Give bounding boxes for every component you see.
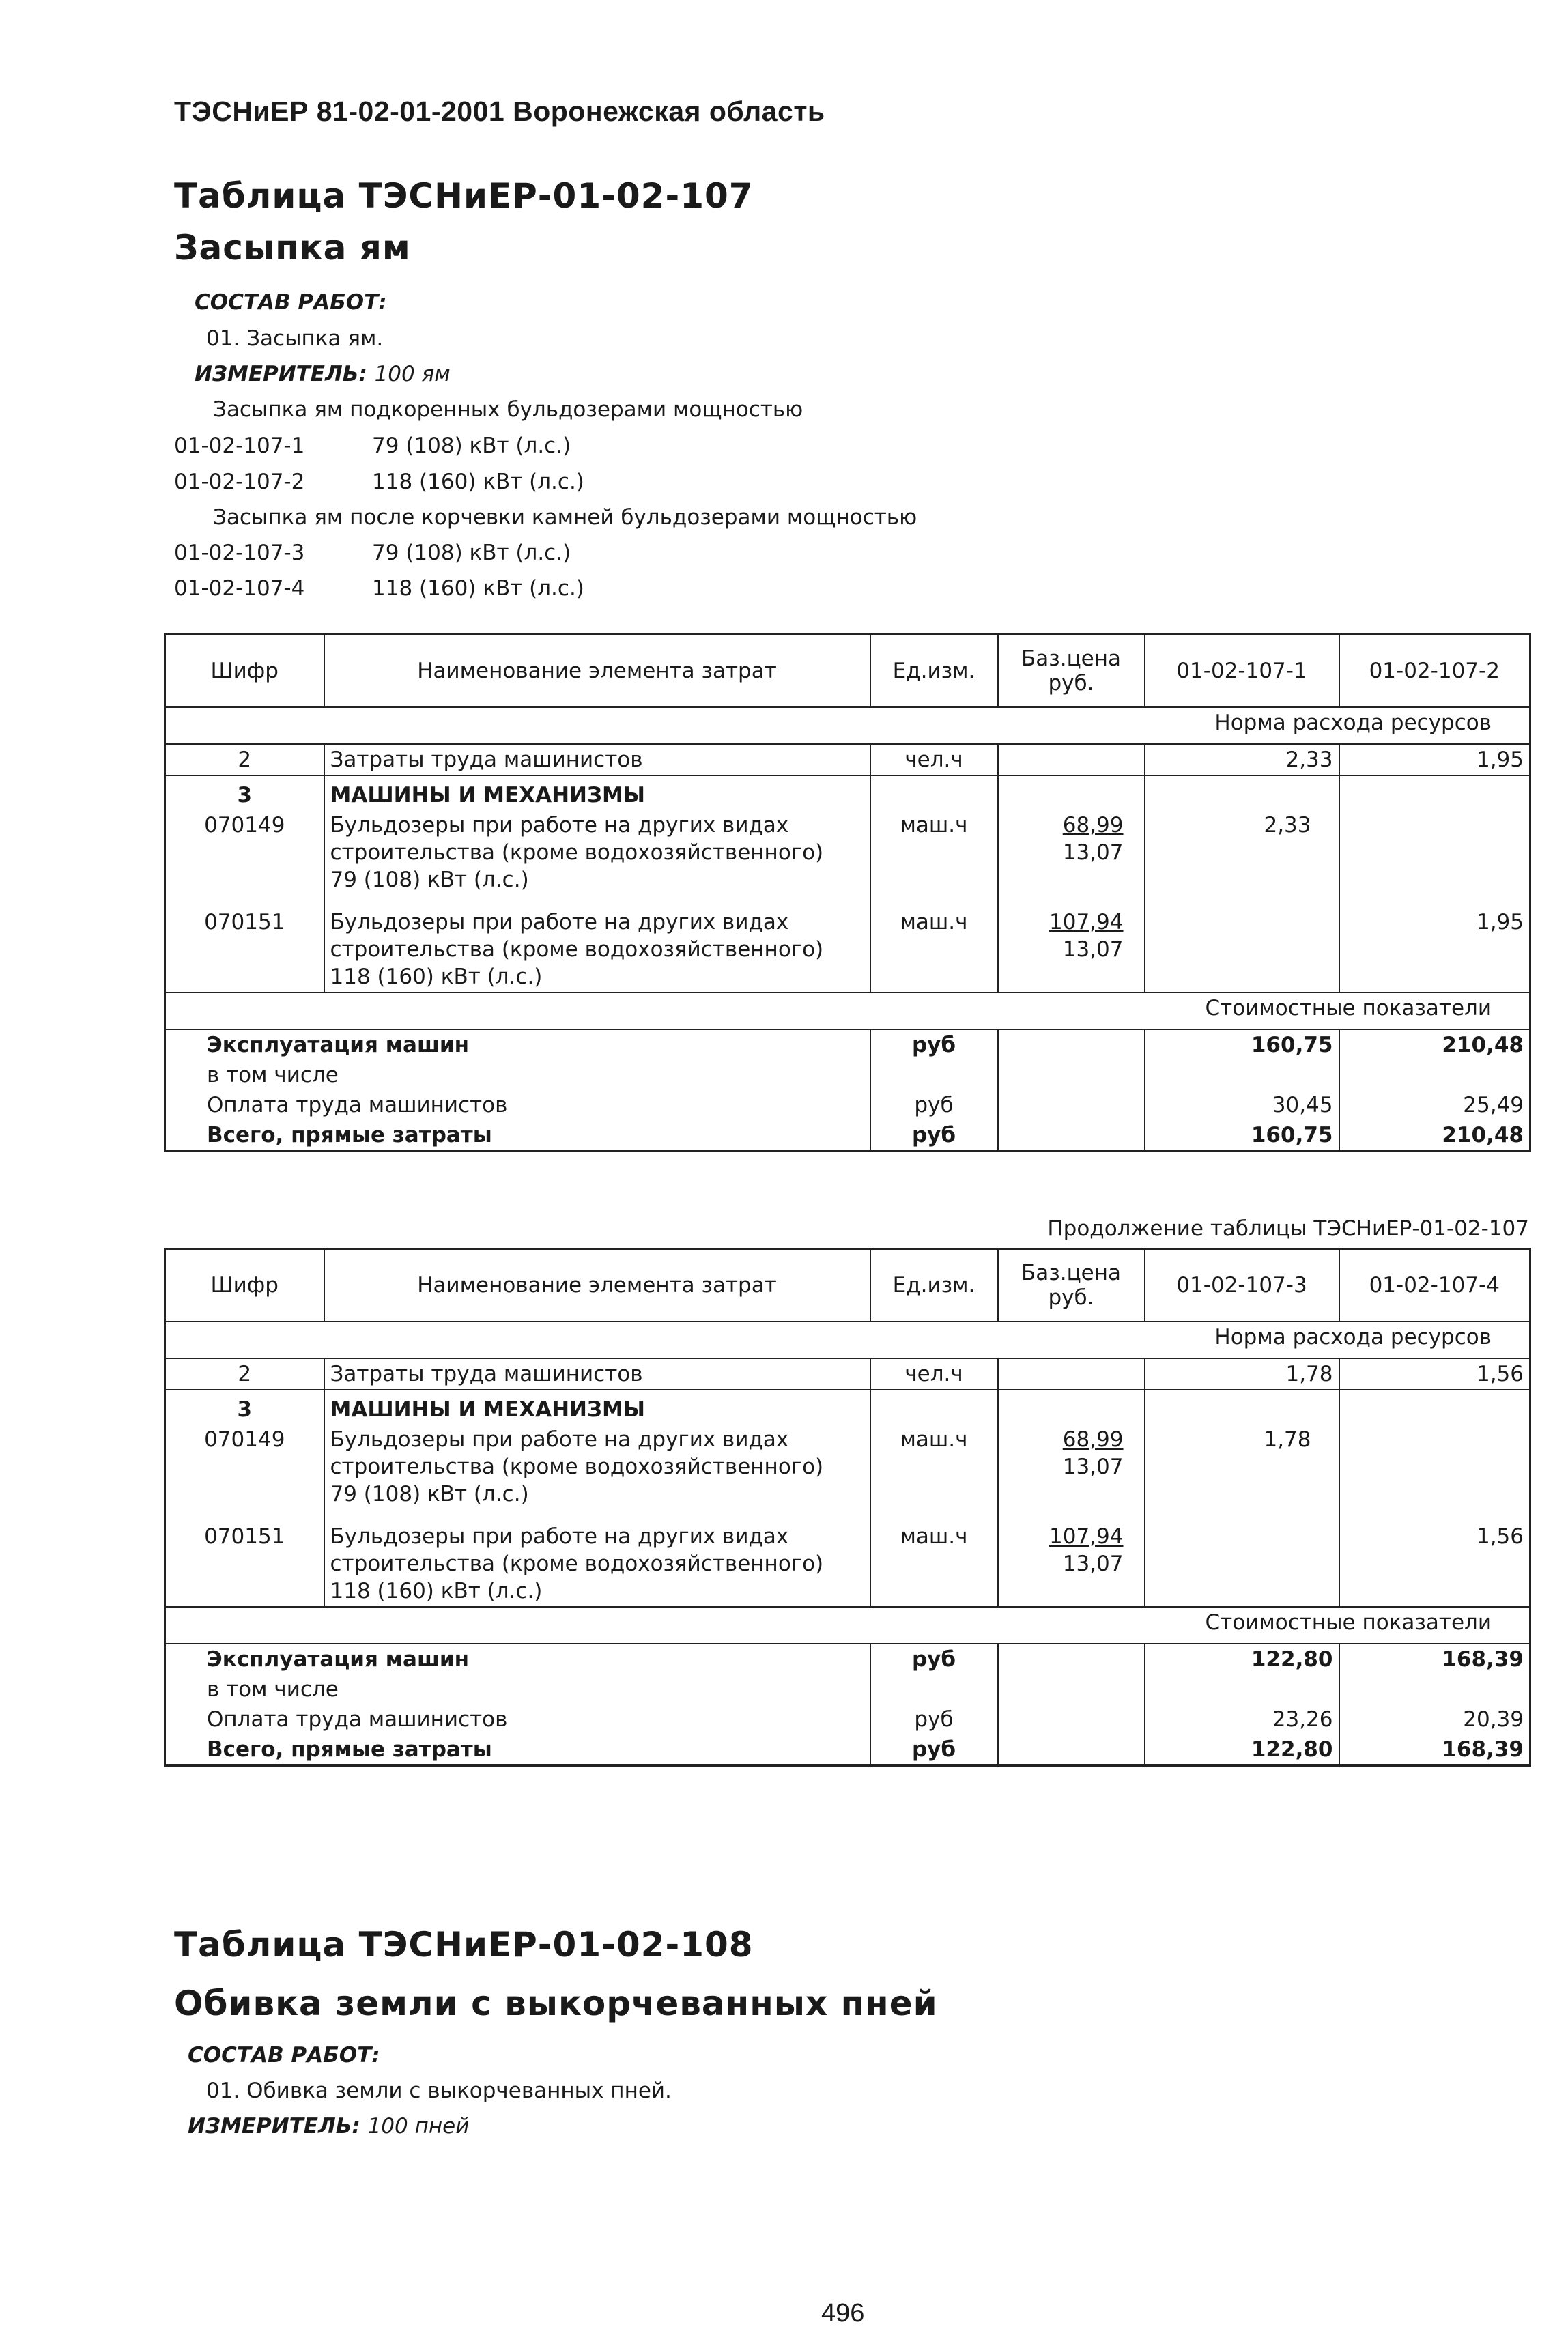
- izmeritel-line: [188, 2114, 469, 2139]
- name-cell: в том числе: [165, 1674, 870, 1704]
- header-col-2: 01-02-107-2: [1339, 635, 1530, 708]
- table-row: [165, 1358, 1530, 1390]
- name-cell: Оплата труда машинистов: [165, 1704, 870, 1734]
- table-row: [165, 1060, 1530, 1090]
- group-heading-1: Засыпка ям подкоренных бульдозерами мощностью: [213, 397, 803, 422]
- name-cell: Затраты труда машинистов: [324, 744, 870, 775]
- value-cell: [1339, 810, 1530, 895]
- header-col-2: 01-02-107-4: [1339, 1249, 1530, 1322]
- table-row: [165, 744, 1530, 775]
- table-row: [165, 810, 1530, 895]
- page-number: 496: [821, 2299, 865, 2328]
- izmeritel-value: 100 ям: [374, 362, 451, 386]
- price-cell: 68,99 13,07: [998, 810, 1145, 895]
- value-cell: 122,80: [1145, 1644, 1339, 1674]
- table-107-title: Таблица ТЭСНиЕР-01-02-107: [174, 176, 754, 216]
- unit-cell: чел.ч: [870, 1358, 998, 1390]
- name-cell: в том числе: [165, 1060, 870, 1090]
- item-desc: 79 (108) кВт (л.с.): [372, 541, 571, 565]
- code-cell: 070151: [165, 1509, 324, 1607]
- value-cell: 210,48: [1339, 1120, 1530, 1152]
- header-unit: Ед.изм.: [870, 1249, 998, 1322]
- unit-cell: маш.ч: [870, 810, 998, 895]
- norm-band-row: [165, 707, 1530, 744]
- norm-band: Норма расхода ресурсов: [165, 707, 1530, 744]
- header-name: Наименование элемента затрат: [324, 635, 870, 708]
- value-cell: 1,78: [1145, 1358, 1339, 1390]
- name-cell: Эксплуатация машин: [165, 1644, 870, 1674]
- item-desc: 79 (108) кВт (л.с.): [372, 433, 571, 458]
- header-col-1: 01-02-107-1: [1145, 635, 1339, 708]
- item-code: 01-02-107-3: [174, 541, 305, 565]
- table-row: [165, 1734, 1530, 1766]
- code-cell: 070149: [165, 1425, 324, 1509]
- name-cell: Бульдозеры при работе на других видах строительства (кроме водохозяйственного) 118 (160) кВт (л.с.): [324, 895, 870, 992]
- continuation-note: Продолжение таблицы ТЭСНиЕР-01-02-107: [1047, 1216, 1529, 1241]
- izmeritel-line: [195, 362, 451, 386]
- table-107-subtitle: Засыпка ям: [174, 228, 411, 268]
- cost-band: Стоимостные показатели: [165, 1607, 1530, 1644]
- value-cell: 20,39: [1339, 1704, 1530, 1734]
- name-cell: МАШИНЫ И МЕХАНИЗМЫ: [324, 1390, 870, 1425]
- value-cell: 1,56: [1339, 1358, 1530, 1390]
- sostav-item: 01. Засыпка ям.: [206, 326, 384, 351]
- code-cell: 2: [165, 744, 324, 775]
- name-cell: Бульдозеры при работе на других видах строительства (кроме водохозяйственного) 118 (160) кВт (л.с.): [324, 1509, 870, 1607]
- izmeritel-label: ИЗМЕРИТЕЛЬ:: [195, 362, 367, 386]
- code-cell: 070151: [165, 895, 324, 992]
- table-row: [165, 1029, 1530, 1060]
- name-cell: МАШИНЫ И МЕХАНИЗМЫ: [324, 775, 870, 810]
- izmeritel-value: 100 пней: [367, 2114, 470, 2139]
- name-cell: Бульдозеры при работе на других видах строительства (кроме водохозяйственного) 79 (108) кВт (л.с.): [324, 810, 870, 895]
- value-cell: 160,75: [1145, 1029, 1339, 1060]
- unit-cell: руб: [870, 1120, 998, 1152]
- header-price: Баз.цена руб.: [998, 1249, 1145, 1322]
- table-row: [165, 1425, 1530, 1509]
- value-cell: 210,48: [1339, 1029, 1530, 1060]
- cost-band-row: [165, 992, 1530, 1029]
- table-row: [165, 1674, 1530, 1704]
- code-cell: 070149: [165, 810, 324, 895]
- value-cell: 1,78: [1145, 1425, 1339, 1509]
- name-cell: Затраты труда машинистов: [324, 1358, 870, 1390]
- header-unit: Ед.изм.: [870, 635, 998, 708]
- unit-cell: руб: [870, 1029, 998, 1060]
- izmeritel-label: ИЗМЕРИТЕЛЬ:: [188, 2114, 360, 2139]
- unit-cell: руб: [870, 1704, 998, 1734]
- value-cell: 2,33: [1145, 744, 1339, 775]
- item-desc: 118 (160) кВт (л.с.): [372, 576, 584, 601]
- norm-table-1: [164, 633, 1531, 1152]
- unit-cell: руб: [870, 1090, 998, 1120]
- header-shifr: Шифр: [165, 635, 324, 708]
- name-cell: Эксплуатация машин: [165, 1029, 870, 1060]
- cost-band: Стоимостные показатели: [165, 992, 1530, 1029]
- price-cell: 68,99 13,07: [998, 1425, 1145, 1509]
- unit-cell: руб: [870, 1644, 998, 1674]
- item-code: 01-02-107-1: [174, 433, 305, 458]
- unit-cell: маш.ч: [870, 1425, 998, 1509]
- table-row: [165, 1509, 1530, 1607]
- table-header-row: [165, 635, 1530, 708]
- header-name: Наименование элемента затрат: [324, 1249, 870, 1322]
- value-cell: 25,49: [1339, 1090, 1530, 1120]
- name-cell: Всего, прямые затраты: [165, 1734, 870, 1766]
- value-cell: 168,39: [1339, 1644, 1530, 1674]
- value-cell: [1339, 1425, 1530, 1509]
- value-cell: 160,75: [1145, 1120, 1339, 1152]
- norm-band: Норма расхода ресурсов: [165, 1321, 1530, 1358]
- unit-cell: руб: [870, 1734, 998, 1766]
- table-row: [165, 1644, 1530, 1674]
- item-desc: 118 (160) кВт (л.с.): [372, 470, 584, 494]
- value-cell: [1145, 895, 1339, 992]
- unit-cell: маш.ч: [870, 895, 998, 992]
- item-code: 01-02-107-2: [174, 470, 305, 494]
- item-code: 01-02-107-4: [174, 576, 305, 601]
- table-108-title: Таблица ТЭСНиЕР-01-02-108: [174, 1925, 754, 1964]
- table-row: [165, 1704, 1530, 1734]
- unit-cell: чел.ч: [870, 744, 998, 775]
- table-row: [165, 1090, 1530, 1120]
- value-cell: 1,95: [1339, 895, 1530, 992]
- unit-cell: маш.ч: [870, 1509, 998, 1607]
- value-cell: 122,80: [1145, 1734, 1339, 1766]
- header-price: Баз.цена руб.: [998, 635, 1145, 708]
- price-cell: 107,94 13,07: [998, 895, 1145, 992]
- code-cell: 3: [165, 775, 324, 810]
- table-row: [165, 775, 1530, 810]
- header-shifr: Шифр: [165, 1249, 324, 1322]
- table-108-subtitle: Обивка земли с выкорчеванных пней: [174, 1984, 938, 2023]
- page-header: ТЭСНиЕР 81-02-01-2001 Воронежская область: [174, 96, 825, 127]
- value-cell: 23,26: [1145, 1704, 1339, 1734]
- header-col-1: 01-02-107-3: [1145, 1249, 1339, 1322]
- sostav-item: 01. Обивка земли с выкорчеванных пней.: [206, 2078, 672, 2103]
- value-cell: 1,56: [1339, 1509, 1530, 1607]
- cost-band-row: [165, 1607, 1530, 1644]
- value-cell: 30,45: [1145, 1090, 1339, 1120]
- code-cell: 3: [165, 1390, 324, 1425]
- value-cell: [1145, 1509, 1339, 1607]
- table-row: [165, 1120, 1530, 1152]
- table-row: [165, 895, 1530, 992]
- norm-table-2: [164, 1248, 1531, 1767]
- name-cell: Всего, прямые затраты: [165, 1120, 870, 1152]
- sostav-label: СОСТАВ РАБОТ:: [195, 290, 387, 315]
- name-cell: Оплата труда машинистов: [165, 1090, 870, 1120]
- group-heading-2: Засыпка ям после корчевки камней бульдозерами мощностью: [213, 505, 917, 530]
- value-cell: 1,95: [1339, 744, 1530, 775]
- name-cell: Бульдозеры при работе на других видах строительства (кроме водохозяйственного) 79 (108) кВт (л.с.): [324, 1425, 870, 1509]
- value-cell: 2,33: [1145, 810, 1339, 895]
- table-header-row: [165, 1249, 1530, 1322]
- sostav-label: СОСТАВ РАБОТ:: [188, 2043, 380, 2068]
- norm-band-row: [165, 1321, 1530, 1358]
- price-cell: [998, 744, 1145, 775]
- code-cell: 2: [165, 1358, 324, 1390]
- price-cell: 107,94 13,07: [998, 1509, 1145, 1607]
- table-row: [165, 1390, 1530, 1425]
- price-cell: [998, 1358, 1145, 1390]
- value-cell: 168,39: [1339, 1734, 1530, 1766]
